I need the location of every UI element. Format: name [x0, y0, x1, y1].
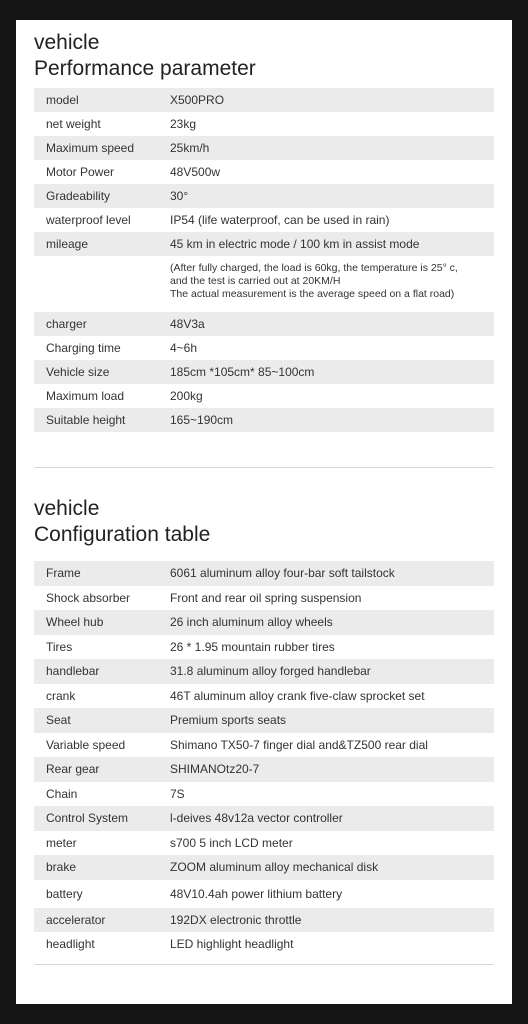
mileage-note-line: (After fully charged, the load is 60kg, the temperature is 25° c, [170, 262, 458, 274]
row-value: 165~190cm [170, 413, 234, 427]
row-label: Vehicle size [46, 365, 110, 379]
table-row [34, 806, 494, 831]
row-label: Variable speed [46, 737, 126, 752]
section-divider [34, 467, 494, 468]
row-label: handlebar [46, 664, 100, 678]
table-row [34, 136, 494, 160]
row-label: model [46, 93, 79, 107]
table-row [34, 659, 494, 684]
row-label: Maximum load [46, 389, 125, 403]
table-row [34, 908, 494, 933]
table-row [34, 160, 494, 184]
section-divider [34, 964, 494, 965]
performance-title-line2: Performance parameter [34, 57, 256, 80]
table-row [34, 932, 494, 957]
table-row [34, 855, 494, 880]
configuration-title-line2: Configuration table [34, 523, 211, 546]
row-label: Maximum speed [46, 141, 135, 155]
row-value: 4~6h [170, 341, 198, 355]
row-label: headlight [46, 937, 95, 951]
table-row [34, 586, 494, 611]
mileage-note-line: The actual measurement is the average speed on a flat road) [170, 288, 455, 300]
row-label: Seat [46, 713, 71, 727]
table-row [34, 831, 494, 856]
row-value: l-deives 48v12a vector controller [170, 811, 343, 825]
row-value: 192DX electronic throttle [170, 912, 302, 927]
row-value: ZOOM aluminum alloy mechanical disk [170, 860, 379, 874]
spec-sheet [16, 20, 512, 1004]
row-label: Chain [46, 786, 78, 801]
configuration-table [34, 561, 494, 957]
row-value: 23kg [170, 117, 197, 131]
table-row [34, 360, 494, 384]
table-row [34, 708, 494, 733]
row-label: Motor Power [46, 165, 115, 179]
table-row [34, 880, 494, 908]
row-label: Control System [46, 811, 129, 825]
row-value: Front and rear oil spring suspension [170, 590, 362, 605]
row-value: X500PRO [170, 93, 225, 107]
row-label: net weight [46, 117, 101, 131]
row-label: charger [46, 317, 87, 331]
row-value: Premium sports seats [170, 713, 287, 727]
table-row [34, 384, 494, 408]
row-value: 48V3a [170, 317, 205, 331]
row-label: waterproof level [46, 213, 131, 227]
row-value: 7S [170, 786, 185, 801]
configuration-title [34, 496, 210, 548]
row-label: Rear gear [46, 762, 100, 776]
row-label: mileage [46, 237, 89, 251]
row-label: Gradeability [46, 189, 111, 203]
row-value: IP54 (life waterproof, can be used in rain) [170, 213, 390, 227]
table-row [34, 208, 494, 232]
table-row [34, 684, 494, 709]
mileage-note-line: and the test is carried out at 20KM/H [170, 275, 341, 287]
row-value: 45 km in electric mode / 100 km in assist mode [170, 237, 420, 251]
row-value: 25km/h [170, 141, 210, 155]
row-value: 31.8 aluminum alloy forged handlebar [170, 664, 371, 678]
table-row [34, 733, 494, 758]
table-row [34, 232, 494, 256]
row-value: Shimano TX50-7 finger dial and&TZ500 rear dial [170, 737, 428, 752]
row-value: s700 5 inch LCD meter [170, 835, 293, 850]
table-row [34, 561, 494, 586]
row-label: battery [46, 886, 83, 901]
table-row [34, 782, 494, 807]
row-label: Frame [46, 566, 81, 580]
row-value: 48V500w [170, 165, 221, 179]
table-row [34, 610, 494, 635]
table-row [34, 635, 494, 660]
row-label: Suitable height [46, 413, 126, 427]
row-value: 46T aluminum alloy crank five-claw sprocket set [170, 688, 425, 703]
row-label: accelerator [46, 912, 106, 927]
row-value: 185cm *105cm* 85~100cm [170, 365, 315, 379]
row-label: crank [46, 688, 76, 703]
row-value: 48V10.4ah power lithium battery [170, 886, 343, 901]
table-row [34, 312, 494, 336]
table-row [34, 408, 494, 432]
row-value: LED highlight headlight [170, 937, 294, 951]
row-value: 30° [170, 189, 189, 203]
table-row [34, 88, 494, 112]
table-row [34, 184, 494, 208]
configuration-title-line1: vehicle [34, 497, 100, 520]
table-row [34, 757, 494, 782]
row-label: Tires [46, 639, 73, 654]
row-label: Wheel hub [46, 615, 104, 629]
row-value: 26 inch aluminum alloy wheels [170, 615, 333, 629]
row-value: 200kg [170, 389, 203, 403]
row-value: 26 * 1.95 mountain rubber tires [170, 639, 335, 654]
row-label: Charging time [46, 341, 121, 355]
performance-title [34, 30, 256, 82]
row-label: meter [46, 835, 77, 850]
row-value: SHIMANOtz20-7 [170, 762, 260, 776]
row-value: 6061 aluminum alloy four-bar soft tailstock [170, 566, 395, 580]
mileage-note-row [34, 256, 494, 312]
table-row [34, 112, 494, 136]
table-row [34, 336, 494, 360]
row-label: Shock absorber [46, 590, 131, 605]
performance-title-line1: vehicle [34, 31, 100, 54]
performance-table [34, 88, 494, 432]
row-label: brake [46, 860, 77, 874]
